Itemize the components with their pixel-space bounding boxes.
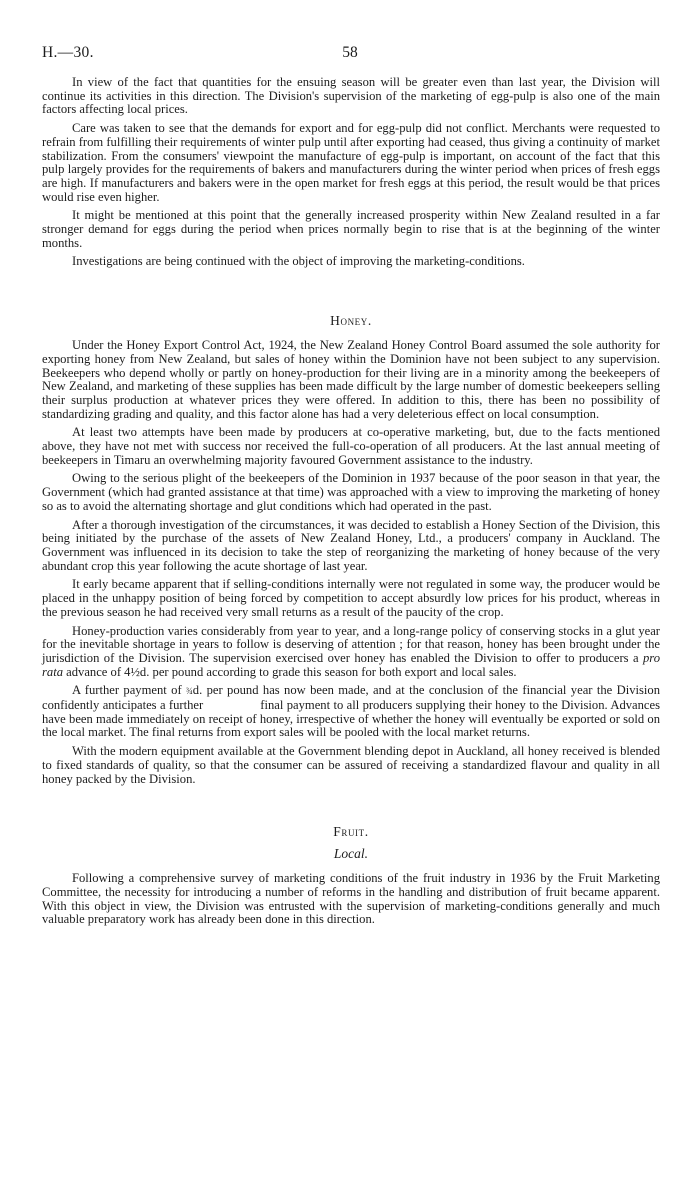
italic-term: pro rata	[42, 650, 660, 679]
intro-paragraph: Care was taken to see that the demands for export and for egg-pulp did not conflict. Merchants were requested to refrain from fulfilling their requirements of winter pulp until after exporting had ceased, thus giving a continuity of market stabilization. From the consumers' viewpoint the manufacture of egg-pulp is important, on account of the fact that this pulp largely provides for the requirements of bakers and manufacturers during the winter period when prices of fresh eggs are high. If manufacturers and bakers were in the open market for fresh eggs at this period, the result would be that prices would rise even higher.	[42, 121, 660, 204]
honey-paragraph: Owing to the serious plight of the beekeepers of the Dominion in 1937 because of the poor season in that year, the Government (which had granted assistance at that time) was approached with a view to improving the marketing of honey so as to avoid the alternating shortage and glut conditions which had operated in the past.	[42, 471, 660, 513]
honey-section-heading: Honey.	[330, 313, 372, 329]
honey-paragraph: Under the Honey Export Control Act, 1924, the New Zealand Honey Control Board assumed the sole authority for exporting honey from New Zealand, but sales of honey within the Dominion have not been subject to any supervision. Beekeepers who depend wholly or partly on honey-production for their living are in a minority among the beekeepers of New Zealand, and marketing of these supplies has been made difficult by the large number of domestic beekeepers selling their surplus production at whatever prices they were offered. In addition to this, there has been no possibility of standardizing grading and quality, and this factor alone has had a very deleterious effect on local consumption.	[42, 338, 660, 421]
honey-paragraph-payment	[42, 684, 660, 740]
intro-paragraph: Investigations are being continued with the object of improving the marketing-conditions.	[72, 254, 525, 269]
honey-paragraph-advance	[42, 625, 660, 680]
page-body	[42, 76, 660, 932]
text-span: d. per pound has now been made, and at the conclusion of the financial year the Division confidently anticipates a further final payment to all producers supplying their honey to the Division. Advances have been made immediately on receipt of honey, irrespective of whether the honey will eventually be exported or sold on the local market. The final returns from export sales will be pooled with the local market returns.	[42, 683, 660, 740]
fraction: ¾	[186, 686, 193, 697]
fruit-paragraph: Following a comprehensive survey of marketing conditions of the fruit industry in 1936 by the Fruit Marketing Committee, the necessity for introducing a number of reforms in the handling and distribution of fruit became apparent. With this object in view, the Division was entrusted with the supervision of marketing-conditions generally and much valuable preparatory work has already been done in this direction.	[42, 871, 660, 927]
page-number: 58	[342, 44, 358, 61]
intro-paragraph: In view of the fact that quantities for the ensuing season will be greater even than last year, the Division will continue its activities in this direction. The Division's supervision of the marketing of egg-pulp is also one of the main factors affecting local prices.	[42, 75, 660, 117]
honey-paragraph: At least two attempts have been made by producers at co-operative marketing, but, due to the facts mentioned above, they have not met with success nor received the full-co-operation of all producers. At the last annual meeting of beekeepers in Timaru an overwhelming majority favoured Government assistance to the industry.	[42, 425, 660, 467]
honey-paragraph: After a thorough investigation of the circumstances, it was decided to establish a Honey Section of the Division, this being initiated by the purchase of the assets of New Zealand Honey, Ltd., a producers' company in Auckland. The Government was influenced in its decision to take the step of reorganizing the marketing of honey because of the very abundant crop this year following the acute shortage of last year.	[42, 517, 660, 573]
honey-paragraph: With the modern equipment available at the Government blending depot in Auckland, all honey received is blended to fixed standards of quality, so that the consumer can be assured of receiving a standardized flavour and quality in all honey packed by the Division.	[42, 744, 660, 786]
fruit-subsection-heading: Local.	[333, 846, 369, 862]
text-span: advance of 4½d. per pound according to grade this season for both export and local sales.	[63, 664, 517, 679]
text-span: A further payment of	[72, 683, 187, 698]
document-reference: H.—30.	[42, 44, 94, 61]
text-span: Honey-production varies considerably from year to year, and a long-range policy of conserving stocks in a glut year for the inevitable shortage in years to follow is deserving of attention ; for that reason, honey has been brought under the jurisdiction of the Division. The supervision exercised over honey has enabled the Division to offer to producers a	[42, 623, 660, 665]
fruit-section-heading: Fruit.	[333, 824, 369, 840]
honey-paragraph: It early became apparent that if selling-conditions internally were not regulated in some way, the producer would be placed in the unhappy position of being forced by competition to accept absurdly low prices for his product, whereas in the previous season he had received very small returns as a result of the paucity of the crop.	[42, 577, 660, 619]
page-header	[0, 44, 700, 66]
intro-paragraph: It might be mentioned at this point that the generally increased prosperity within New Zealand resulted in a far stronger demand for eggs during the period when prices normally begin to rise that is at the beginning of the winter months.	[42, 208, 660, 250]
